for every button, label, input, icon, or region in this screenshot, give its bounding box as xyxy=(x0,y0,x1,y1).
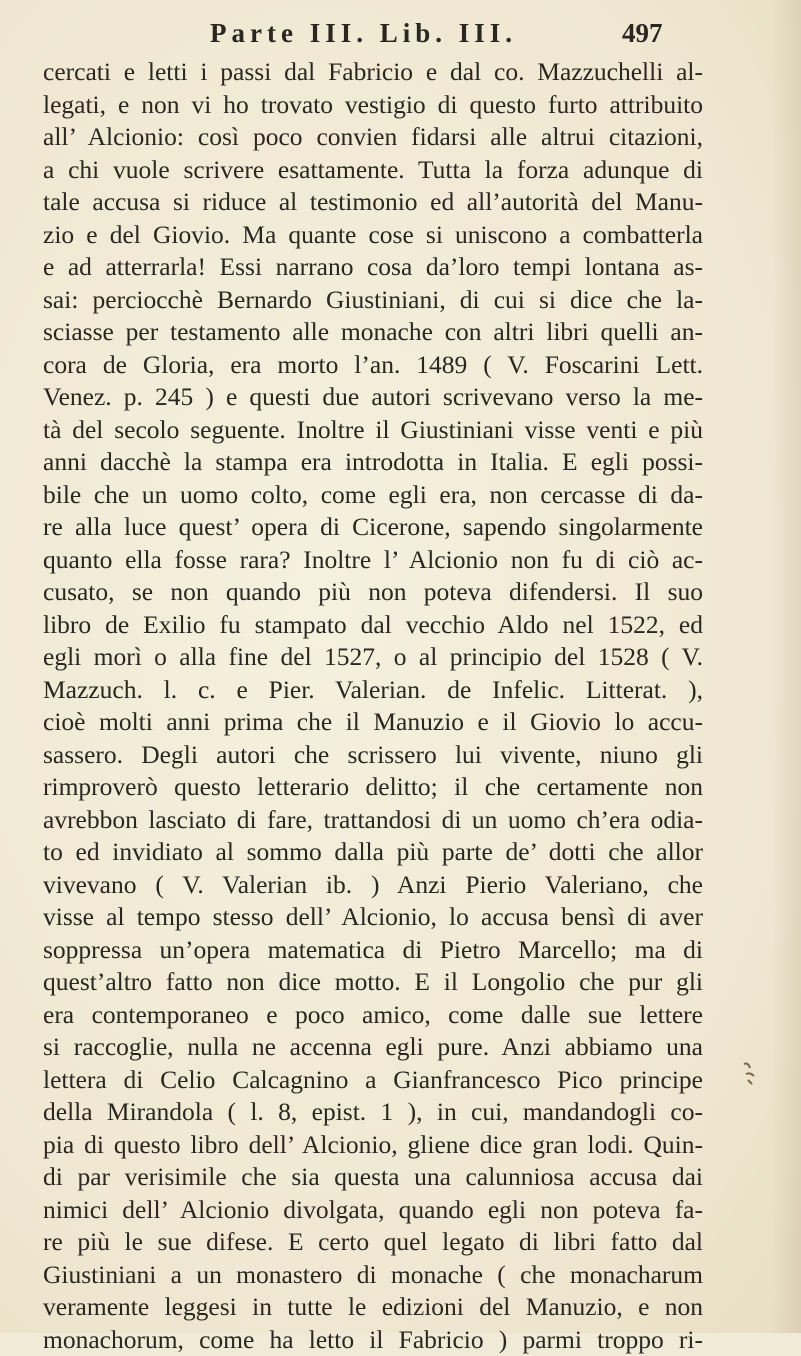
page-header xyxy=(0,18,801,58)
text-line: re alla luce quest’ opera di Cicerone, sapendo singolarmente xyxy=(43,511,703,544)
margin-ink-mark xyxy=(740,1060,762,1092)
text-line: egli morì o alla fine del 1527, o al principio del 1528 ( V. xyxy=(43,641,703,674)
text-line: avrebbon lasciato di fare, trattandosi di un uomo ch’era odia- xyxy=(43,804,703,837)
text-line: cercati e letti i passi dal Fabricio e dal co. Mazzuchelli al- xyxy=(43,56,703,89)
text-line: sai: perciocchè Bernardo Giustiniani, di cui si dice che la- xyxy=(43,284,703,317)
text-line: di par verisimile che sia questa una calunniosa accusa dai xyxy=(43,1161,703,1194)
text-line: re più le sue difese. E certo quel legato di libri fatto dal xyxy=(43,1226,703,1259)
text-line: legati, e non vi ho trovato vestigio di questo furto attribuito xyxy=(43,89,703,122)
text-line: tale accusa si riduce al testimonio ed all’autorità del Manu- xyxy=(43,186,703,219)
text-line: nimici dell’ Alcionio divolgata, quando egli non poteva fa- xyxy=(43,1194,703,1227)
text-line: soppressa un’opera matematica di Pietro Marcello; ma di xyxy=(43,934,703,967)
text-line: vivevano ( V. Valerian ib. ) Anzi Pierio Valeriano, che xyxy=(43,869,703,902)
text-line: cioè molti anni prima che il Manuzio e il Giovio lo accu- xyxy=(43,706,703,739)
text-line: della Mirandola ( l. 8, epist. 1 ), in cui, mandandogli co- xyxy=(43,1096,703,1129)
text-line: pia di questo libro dell’ Alcionio, gliene dice gran lodi. Quin- xyxy=(43,1129,703,1162)
text-line: era contemporaneo e poco amico, come dalle sue lettere xyxy=(43,999,703,1032)
text-line: all’ Alcionio: così poco convien fidarsi alle altrui citazioni, xyxy=(43,121,703,154)
text-line: e ad atterrarla! Essi narrano cosa da’loro tempi lontana as- xyxy=(43,251,703,284)
text-line: lettera di Celio Calcagnino a Gianfrancesco Pico principe xyxy=(43,1064,703,1097)
text-line: rimproverò questo letterario delitto; il che certamente non xyxy=(43,771,703,804)
text-line: Giustiniani a un monastero di monache ( che monacharum xyxy=(43,1259,703,1292)
text-line: tà del secolo seguente. Inoltre il Giustiniani visse venti e più xyxy=(43,414,703,447)
text-line: bile che un uomo colto, come egli era, non cercasse di da- xyxy=(43,479,703,512)
body-text xyxy=(43,56,703,1356)
text-line: sciasse per testamento alle monache con altri libri quelli an- xyxy=(43,316,703,349)
text-line: quanto ella fosse rara? Inoltre l’ Alcionio non fu di ciò ac- xyxy=(43,544,703,577)
text-line: si raccoglie, nulla ne accenna egli pure. Anzi abbiamo una xyxy=(43,1031,703,1064)
text-line: zio e del Giovio. Ma quante cose si uniscono a combatterla xyxy=(43,219,703,252)
page-edge-shadow xyxy=(771,0,801,1333)
text-line: libro de Exilio fu stampato dal vecchio Aldo nel 1522, ed xyxy=(43,609,703,642)
text-line: a chi vuole scrivere esattamente. Tutta la forza adunque di xyxy=(43,154,703,187)
text-line: Mazzuch. l. c. e Pier. Valerian. de Infelic. Litterat. ), xyxy=(43,674,703,707)
page-number: 497 xyxy=(622,18,663,49)
text-line: to ed invidiato al sommo dalla più parte de’ dotti che allor xyxy=(43,836,703,869)
text-line: monachorum, come ha letto il Fabricio ) parmi troppo ri- xyxy=(43,1324,703,1356)
text-line: quest’altro fatto non dice motto. E il Longolio che pur gli xyxy=(43,966,703,999)
text-line: anni dacchè la stampa era introdotta in Italia. E egli possi- xyxy=(43,446,703,479)
text-line: visse al tempo stesso dell’ Alcionio, lo accusa bensì di aver xyxy=(43,901,703,934)
running-title: Parte III. Lib. III. xyxy=(210,18,517,49)
text-line: veramente leggesi in tutte le edizioni del Manuzio, e non xyxy=(43,1291,703,1324)
text-line: sassero. Degli autori che scrissero lui vivente, niuno gli xyxy=(43,739,703,772)
text-line: Venez. p. 245 ) e questi due autori scrivevano verso la me- xyxy=(43,381,703,414)
text-line: cora de Gloria, era morto l’an. 1489 ( V. Foscarini Lett. xyxy=(43,349,703,382)
text-line: cusato, se non quando più non poteva difendersi. Il suo xyxy=(43,576,703,609)
